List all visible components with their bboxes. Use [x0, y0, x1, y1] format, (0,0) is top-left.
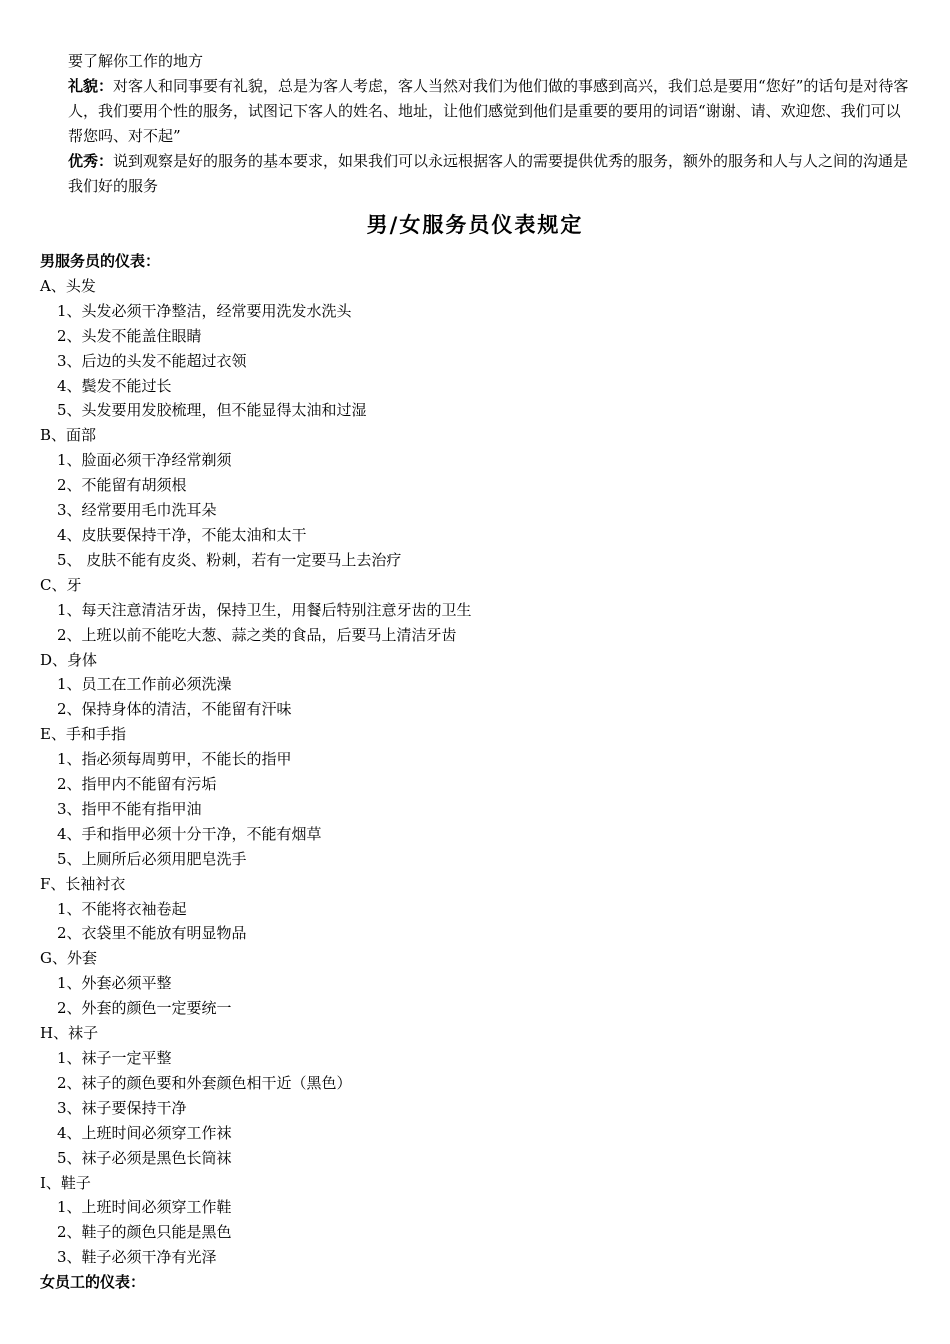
- excellence-lead: 优秀：: [68, 152, 114, 170]
- category-label: H、袜子: [40, 1024, 99, 1043]
- list-item: 1、上班时间必须穿工作鞋: [57, 1198, 232, 1217]
- intro-line: 要了解你工作的地方: [68, 52, 204, 70]
- list-item: 1、外套必须平整: [57, 974, 172, 993]
- excellence-text: 说到观察是好的服务的基本要求，如果我们可以永远根据客人的需要提供优秀的服务，额外的服务和人与人之间的沟通是我们好的服务: [68, 152, 909, 195]
- category-label: G、外套: [40, 949, 97, 968]
- list-item: 2、上班以前不能吃大葱、蒜之类的食品，后要马上清洁牙齿: [57, 625, 457, 644]
- intro-block: [68, 49, 914, 199]
- regulations-list: [40, 249, 910, 1295]
- list-item: 5、上厕所后必须用肥皂洗手: [57, 849, 247, 868]
- courtesy-text: 对客人和同事要有礼貌，总是为客人考虑，客人当然对我们为他们做的事感到高兴，我们总是要用“您好”的话句是对待客人，我们要用个性的服务，试图记下客人的姓名、地址，让他们感觉到他们是重要的要用的词语“谢谢、请、欢迎您、我们可以帮您吗、对不起”: [68, 77, 909, 145]
- category-label: A、头发: [40, 276, 96, 295]
- category-group: [40, 722, 910, 871]
- list-item: 4、鬓发不能过长: [57, 376, 172, 395]
- category-label: E、手和手指: [40, 725, 126, 744]
- category-label: B、面部: [40, 426, 97, 445]
- category-group: [40, 1171, 910, 1271]
- list-item: 4、皮肤要保持干净，不能太油和太干: [57, 525, 307, 544]
- list-item: 2、外套的颜色一定要统一: [57, 999, 232, 1018]
- category-label: D、身体: [40, 650, 98, 669]
- courtesy-paragraph: [68, 74, 914, 149]
- list-item: 1、指必须每周剪甲，不能长的指甲: [57, 750, 292, 769]
- list-item: 1、不能将衣袖卷起: [57, 899, 187, 918]
- list-item: 5、头发要用发胶梳理，但不能显得太油和过湿: [57, 401, 367, 420]
- category-group: [40, 573, 910, 648]
- list-item: 5、袜子必须是黑色长筒袜: [57, 1148, 232, 1167]
- female-section-heading: 女员工的仪表：: [40, 1273, 146, 1292]
- list-item: 1、脸面必须干净经常剃须: [57, 451, 232, 470]
- list-item: 2、鞋子的颜色只能是黑色: [57, 1223, 232, 1242]
- list-item: 2、指甲内不能留有污垢: [57, 775, 217, 794]
- list-item: 3、经常要用毛巾洗耳朵: [57, 501, 217, 520]
- category-group: [40, 946, 910, 1021]
- list-item: 5、 皮肤不能有皮炎、粉刺，若有一定要马上去治疗: [57, 550, 402, 569]
- category-group: [40, 1021, 910, 1170]
- category-group: [40, 423, 910, 572]
- category-label: I、鞋子: [40, 1173, 91, 1192]
- page-title: 男/女服务员仪表规定: [366, 212, 584, 237]
- male-section-heading: 男服务员的仪表：: [40, 252, 161, 270]
- category-group: [40, 274, 910, 423]
- list-item: 1、袜子一定平整: [57, 1049, 172, 1067]
- courtesy-lead: 礼貌：: [68, 77, 114, 95]
- list-item: 2、保持身体的清洁，不能留有汗味: [57, 700, 292, 719]
- category-list: [40, 274, 910, 1270]
- category-label: C、牙: [40, 575, 82, 594]
- list-item: 1、每天注意清洁牙齿，保持卫生，用餐后特别注意牙齿的卫生: [57, 600, 472, 619]
- list-item: 2、头发不能盖住眼睛: [57, 326, 202, 345]
- list-item: 3、后边的头发不能超过衣领: [57, 351, 247, 370]
- list-item: 3、指甲不能有指甲油: [57, 799, 202, 818]
- list-item: 4、手和指甲必须十分干净，不能有烟草: [57, 824, 322, 843]
- list-item: 1、头发必须干净整洁，经常要用洗发水洗头: [57, 301, 352, 320]
- category-group: [40, 648, 910, 723]
- list-item: 2、袜子的颜色要和外套颜色相干近（黑色）: [57, 1073, 352, 1092]
- list-item: 4、上班时间必须穿工作袜: [57, 1123, 232, 1142]
- category-label: F、长袖衬衣: [40, 874, 126, 893]
- list-item: 2、不能留有胡须根: [57, 476, 187, 495]
- excellence-paragraph: [68, 149, 914, 199]
- category-group: [40, 872, 910, 947]
- list-item: 2、衣袋里不能放有明显物品: [57, 924, 247, 943]
- list-item: 3、袜子要保持干净: [57, 1098, 187, 1117]
- list-item: 1、员工在工作前必须洗澡: [57, 675, 232, 694]
- list-item: 3、鞋子必须干净有光泽: [57, 1248, 217, 1267]
